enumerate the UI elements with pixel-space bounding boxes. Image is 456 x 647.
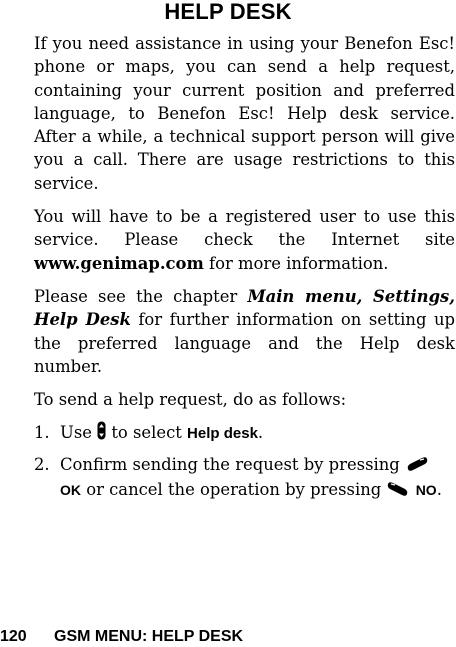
footer-section-title: GSM MENU: HELP DESK <box>54 628 244 645</box>
website-link: www.genimap.com <box>34 253 204 273</box>
step-text-middle: to select <box>106 423 188 443</box>
menu-reference: Main menu, Settings, Help Desk <box>34 286 455 330</box>
paragraph-instructions-intro: To send a help request, do as follows: <box>34 390 347 410</box>
body-text <box>34 32 455 509</box>
ok-key-label: OK <box>60 482 81 499</box>
settings-text-end: for further information on setting up the preferred language and the Help desk number. <box>34 310 455 376</box>
step-text-end: . <box>257 423 264 443</box>
registration-text-end: for more information. <box>203 253 389 273</box>
page-title: HELP DESK <box>164 0 292 24</box>
paragraph-settings-reference <box>34 285 455 378</box>
step-number: 2. <box>34 454 50 474</box>
scroll-key-icon <box>97 421 106 446</box>
page-footer <box>0 627 456 647</box>
no-key-label: NO <box>415 482 437 499</box>
step-text-end: . <box>436 480 442 500</box>
step-text: Confirm sending the request by pressing <box>60 454 406 474</box>
step-text-middle: or cancel the operation by pressing <box>81 480 387 500</box>
no-key-icon <box>386 480 410 503</box>
step-number: 1. <box>34 423 50 443</box>
settings-text: Please see the chapter <box>34 286 248 306</box>
paragraph-registration <box>34 205 455 275</box>
step-text: Use <box>60 423 98 443</box>
help-desk-menu-label: Help desk <box>187 425 258 443</box>
step-1 <box>34 421 455 446</box>
page-number: 120 <box>0 628 27 645</box>
registration-text: You will have to be a registered user to use this service. Please check the Internet site <box>34 207 455 250</box>
paragraph-intro: If you need assistance in using your Benefon Esc! phone or maps, you can send a help request, containing your current position and preferred language, to Benefon Esc! Help desk service. After a while, a technical support person will give you a call. There are usage restrictions to this service. <box>34 34 455 193</box>
step-2 <box>34 453 455 504</box>
ok-key-icon <box>405 455 429 478</box>
